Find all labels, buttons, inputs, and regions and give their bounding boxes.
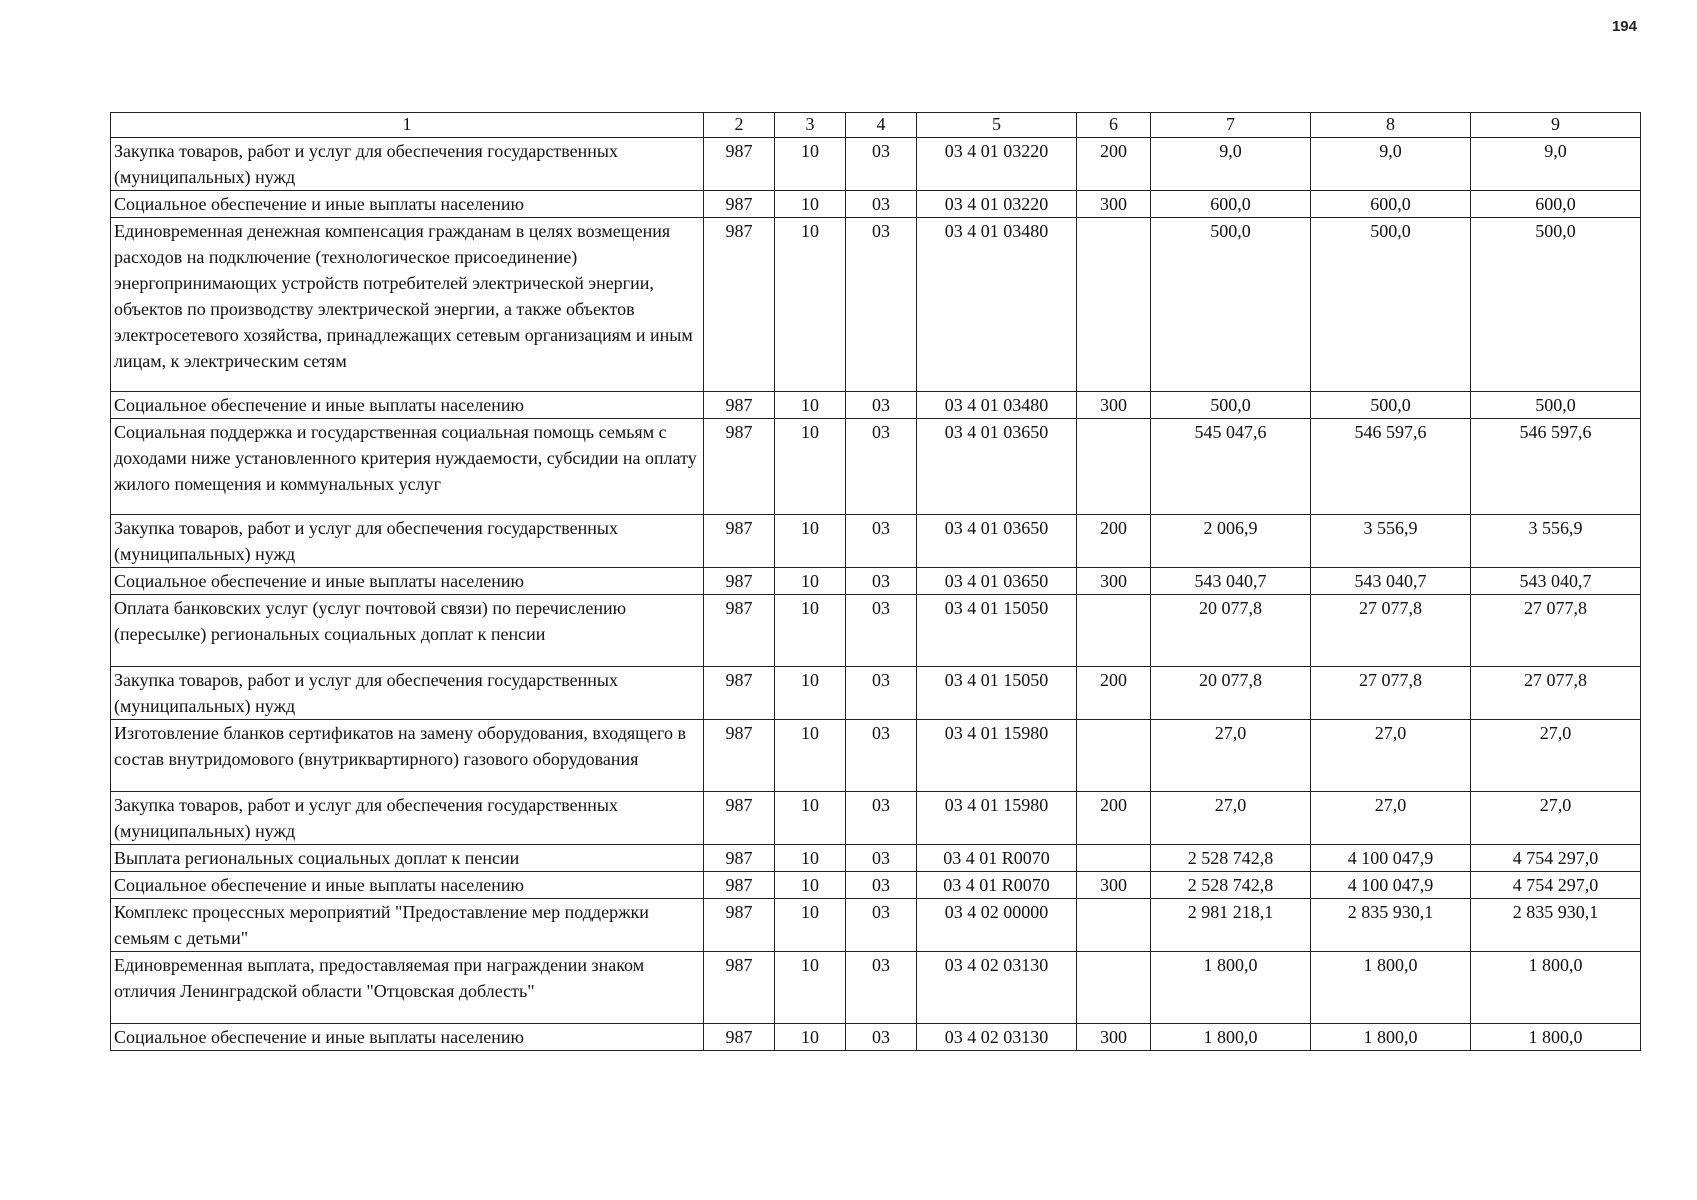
code-cell: 987 [704,1024,775,1051]
amount-cell: 543 040,7 [1471,568,1641,595]
code-cell: 987 [704,595,775,667]
column-header: 9 [1471,113,1641,138]
code-cell: 987 [704,138,775,191]
column-header: 6 [1077,113,1151,138]
amount-cell: 1 800,0 [1471,952,1641,1024]
amount-cell: 27,0 [1471,792,1641,845]
column-header: 8 [1311,113,1471,138]
section-cell: 10 [775,845,846,872]
amount-cell: 9,0 [1151,138,1311,191]
amount-cell: 20 077,8 [1151,595,1311,667]
expense-type-cell: 300 [1077,392,1151,419]
expense-type-cell [1077,952,1151,1024]
page-number: 194 [1611,18,1637,35]
amount-cell: 3 556,9 [1471,515,1641,568]
subsection-cell: 03 [846,899,917,952]
column-header: 1 [111,113,704,138]
expense-type-cell [1077,218,1151,392]
table-row [111,720,1641,792]
section-cell: 10 [775,952,846,1024]
expense-type-cell: 300 [1077,191,1151,218]
row-name-cell: Социальная поддержка и государственная социальная помощь семьям с доходами ниже установленного критерия нуждаемости, субсидии на оплату жилого помещения и коммунальных услуг [111,419,704,515]
row-name-cell: Закупка товаров, работ и услуг для обеспечения государственных (муниципальных) нужд [111,667,704,720]
subsection-cell: 03 [846,392,917,419]
section-cell: 10 [775,1024,846,1051]
table-row [111,419,1641,515]
expense-type-cell: 300 [1077,568,1151,595]
amount-cell: 500,0 [1151,218,1311,392]
amount-cell: 2 835 930,1 [1311,899,1471,952]
target-article-cell: 03 4 01 03220 [917,138,1077,191]
expense-type-cell: 200 [1077,515,1151,568]
amount-cell: 2 981 218,1 [1151,899,1311,952]
table-row [111,392,1641,419]
amount-cell: 500,0 [1471,392,1641,419]
section-cell: 10 [775,872,846,899]
row-name-cell: Социальное обеспечение и иные выплаты населению [111,872,704,899]
amount-cell: 500,0 [1151,392,1311,419]
target-article-cell: 03 4 01 03480 [917,218,1077,392]
amount-cell: 1 800,0 [1151,952,1311,1024]
row-name-cell: Социальное обеспечение и иные выплаты населению [111,568,704,595]
target-article-cell: 03 4 01 15050 [917,667,1077,720]
target-article-cell: 03 4 01 15980 [917,720,1077,792]
target-article-cell: 03 4 02 03130 [917,1024,1077,1051]
expense-type-cell: 300 [1077,872,1151,899]
target-article-cell: 03 4 01 R0070 [917,845,1077,872]
section-cell: 10 [775,218,846,392]
amount-cell: 20 077,8 [1151,667,1311,720]
table-row [111,667,1641,720]
amount-cell: 4 754 297,0 [1471,872,1641,899]
target-article-cell: 03 4 01 R0070 [917,872,1077,899]
amount-cell: 2 006,9 [1151,515,1311,568]
amount-cell: 600,0 [1311,191,1471,218]
row-name-cell: Социальное обеспечение и иные выплаты населению [111,1024,704,1051]
code-cell: 987 [704,515,775,568]
target-article-cell: 03 4 01 03650 [917,419,1077,515]
amount-cell: 1 800,0 [1471,1024,1641,1051]
target-article-cell: 03 4 01 15980 [917,792,1077,845]
target-article-cell: 03 4 01 03650 [917,515,1077,568]
subsection-cell: 03 [846,667,917,720]
section-cell: 10 [775,720,846,792]
amount-cell: 27 077,8 [1311,667,1471,720]
amount-cell: 3 556,9 [1311,515,1471,568]
target-article-cell: 03 4 01 03480 [917,392,1077,419]
amount-cell: 546 597,6 [1311,419,1471,515]
code-cell: 987 [704,667,775,720]
code-cell: 987 [704,191,775,218]
target-article-cell: 03 4 02 00000 [917,899,1077,952]
table-row [111,792,1641,845]
code-cell: 987 [704,899,775,952]
subsection-cell: 03 [846,792,917,845]
code-cell: 987 [704,419,775,515]
table-row [111,872,1641,899]
table-row [111,1024,1641,1051]
row-name-cell: Закупка товаров, работ и услуг для обеспечения государственных (муниципальных) нужд [111,515,704,568]
column-header: 3 [775,113,846,138]
amount-cell: 2 528 742,8 [1151,872,1311,899]
expense-type-cell [1077,845,1151,872]
section-cell: 10 [775,792,846,845]
amount-cell: 9,0 [1471,138,1641,191]
amount-cell: 27 077,8 [1311,595,1471,667]
row-name-cell: Оплата банковских услуг (услуг почтовой связи) по перечислению (пересылке) региональных социальных доплат к пенсии [111,595,704,667]
expense-type-cell: 200 [1077,792,1151,845]
section-cell: 10 [775,515,846,568]
expense-type-cell [1077,899,1151,952]
code-cell: 987 [704,952,775,1024]
subsection-cell: 03 [846,419,917,515]
table-row [111,515,1641,568]
amount-cell: 27 077,8 [1471,667,1641,720]
subsection-cell: 03 [846,191,917,218]
row-name-cell: Изготовление бланков сертификатов на замену оборудования, входящего в состав внутридомового (внутриквартирного) газового оборудования [111,720,704,792]
amount-cell: 1 800,0 [1311,1024,1471,1051]
amount-cell: 27,0 [1311,720,1471,792]
amount-cell: 2 528 742,8 [1151,845,1311,872]
section-cell: 10 [775,667,846,720]
target-article-cell: 03 4 01 03220 [917,191,1077,218]
row-name-cell: Единовременная выплата, предоставляемая при награждении знаком отличия Ленинградской области "Отцовская доблесть" [111,952,704,1024]
subsection-cell: 03 [846,595,917,667]
amount-cell: 27,0 [1151,792,1311,845]
amount-cell: 500,0 [1311,218,1471,392]
subsection-cell: 03 [846,720,917,792]
expense-type-cell: 200 [1077,138,1151,191]
table-row [111,845,1641,872]
row-name-cell: Закупка товаров, работ и услуг для обеспечения государственных (муниципальных) нужд [111,792,704,845]
subsection-cell: 03 [846,845,917,872]
subsection-cell: 03 [846,568,917,595]
amount-cell: 4 100 047,9 [1311,872,1471,899]
table-row [111,568,1641,595]
row-name-cell: Социальное обеспечение и иные выплаты населению [111,191,704,218]
table-row [111,218,1641,392]
section-cell: 10 [775,419,846,515]
row-name-cell: Комплекс процессных мероприятий "Предоставление мер поддержки семьям с детьми" [111,899,704,952]
row-name-cell: Закупка товаров, работ и услуг для обеспечения государственных (муниципальных) нужд [111,138,704,191]
table-row [111,952,1641,1024]
subsection-cell: 03 [846,138,917,191]
amount-cell: 500,0 [1471,218,1641,392]
subsection-cell: 03 [846,1024,917,1051]
amount-cell: 500,0 [1311,392,1471,419]
amount-cell: 4 754 297,0 [1471,845,1641,872]
code-cell: 987 [704,720,775,792]
section-cell: 10 [775,568,846,595]
budget-table [110,112,1641,1051]
amount-cell: 543 040,7 [1151,568,1311,595]
table-row [111,595,1641,667]
amount-cell: 4 100 047,9 [1311,845,1471,872]
section-cell: 10 [775,138,846,191]
subsection-cell: 03 [846,515,917,568]
row-name-cell: Выплата региональных социальных доплат к пенсии [111,845,704,872]
column-header: 7 [1151,113,1311,138]
target-article-cell: 03 4 01 03650 [917,568,1077,595]
subsection-cell: 03 [846,952,917,1024]
section-cell: 10 [775,595,846,667]
amount-cell: 600,0 [1471,191,1641,218]
amount-cell: 27,0 [1311,792,1471,845]
table-body [111,138,1641,1051]
expense-type-cell [1077,419,1151,515]
expense-type-cell: 200 [1077,667,1151,720]
code-cell: 987 [704,568,775,595]
amount-cell: 27 077,8 [1471,595,1641,667]
table-row [111,138,1641,191]
amount-cell: 1 800,0 [1151,1024,1311,1051]
column-header: 4 [846,113,917,138]
column-header: 5 [917,113,1077,138]
amount-cell: 9,0 [1311,138,1471,191]
row-name-cell: Единовременная денежная компенсация гражданам в целях возмещения расходов на подключение (технологическое присоединение) энергопринимающих устройств потребителей электрической энергии, объектов по производству электрической энергии, а также объектов электросетевого хозяйства, принадлежащих сетевым организациям и иным лицам, к электрическим сетям [111,218,704,392]
code-cell: 987 [704,218,775,392]
amount-cell: 27,0 [1471,720,1641,792]
target-article-cell: 03 4 01 15050 [917,595,1077,667]
amount-cell: 600,0 [1151,191,1311,218]
table-header-row [111,113,1641,138]
amount-cell: 1 800,0 [1311,952,1471,1024]
section-cell: 10 [775,392,846,419]
table-row [111,899,1641,952]
row-name-cell: Социальное обеспечение и иные выплаты населению [111,392,704,419]
column-header: 2 [704,113,775,138]
code-cell: 987 [704,792,775,845]
expense-type-cell [1077,720,1151,792]
amount-cell: 546 597,6 [1471,419,1641,515]
subsection-cell: 03 [846,218,917,392]
target-article-cell: 03 4 02 03130 [917,952,1077,1024]
table-row [111,191,1641,218]
amount-cell: 27,0 [1151,720,1311,792]
expense-type-cell [1077,595,1151,667]
amount-cell: 2 835 930,1 [1471,899,1641,952]
code-cell: 987 [704,872,775,899]
code-cell: 987 [704,845,775,872]
section-cell: 10 [775,191,846,218]
amount-cell: 545 047,6 [1151,419,1311,515]
expense-type-cell: 300 [1077,1024,1151,1051]
amount-cell: 543 040,7 [1311,568,1471,595]
code-cell: 987 [704,392,775,419]
section-cell: 10 [775,899,846,952]
subsection-cell: 03 [846,872,917,899]
